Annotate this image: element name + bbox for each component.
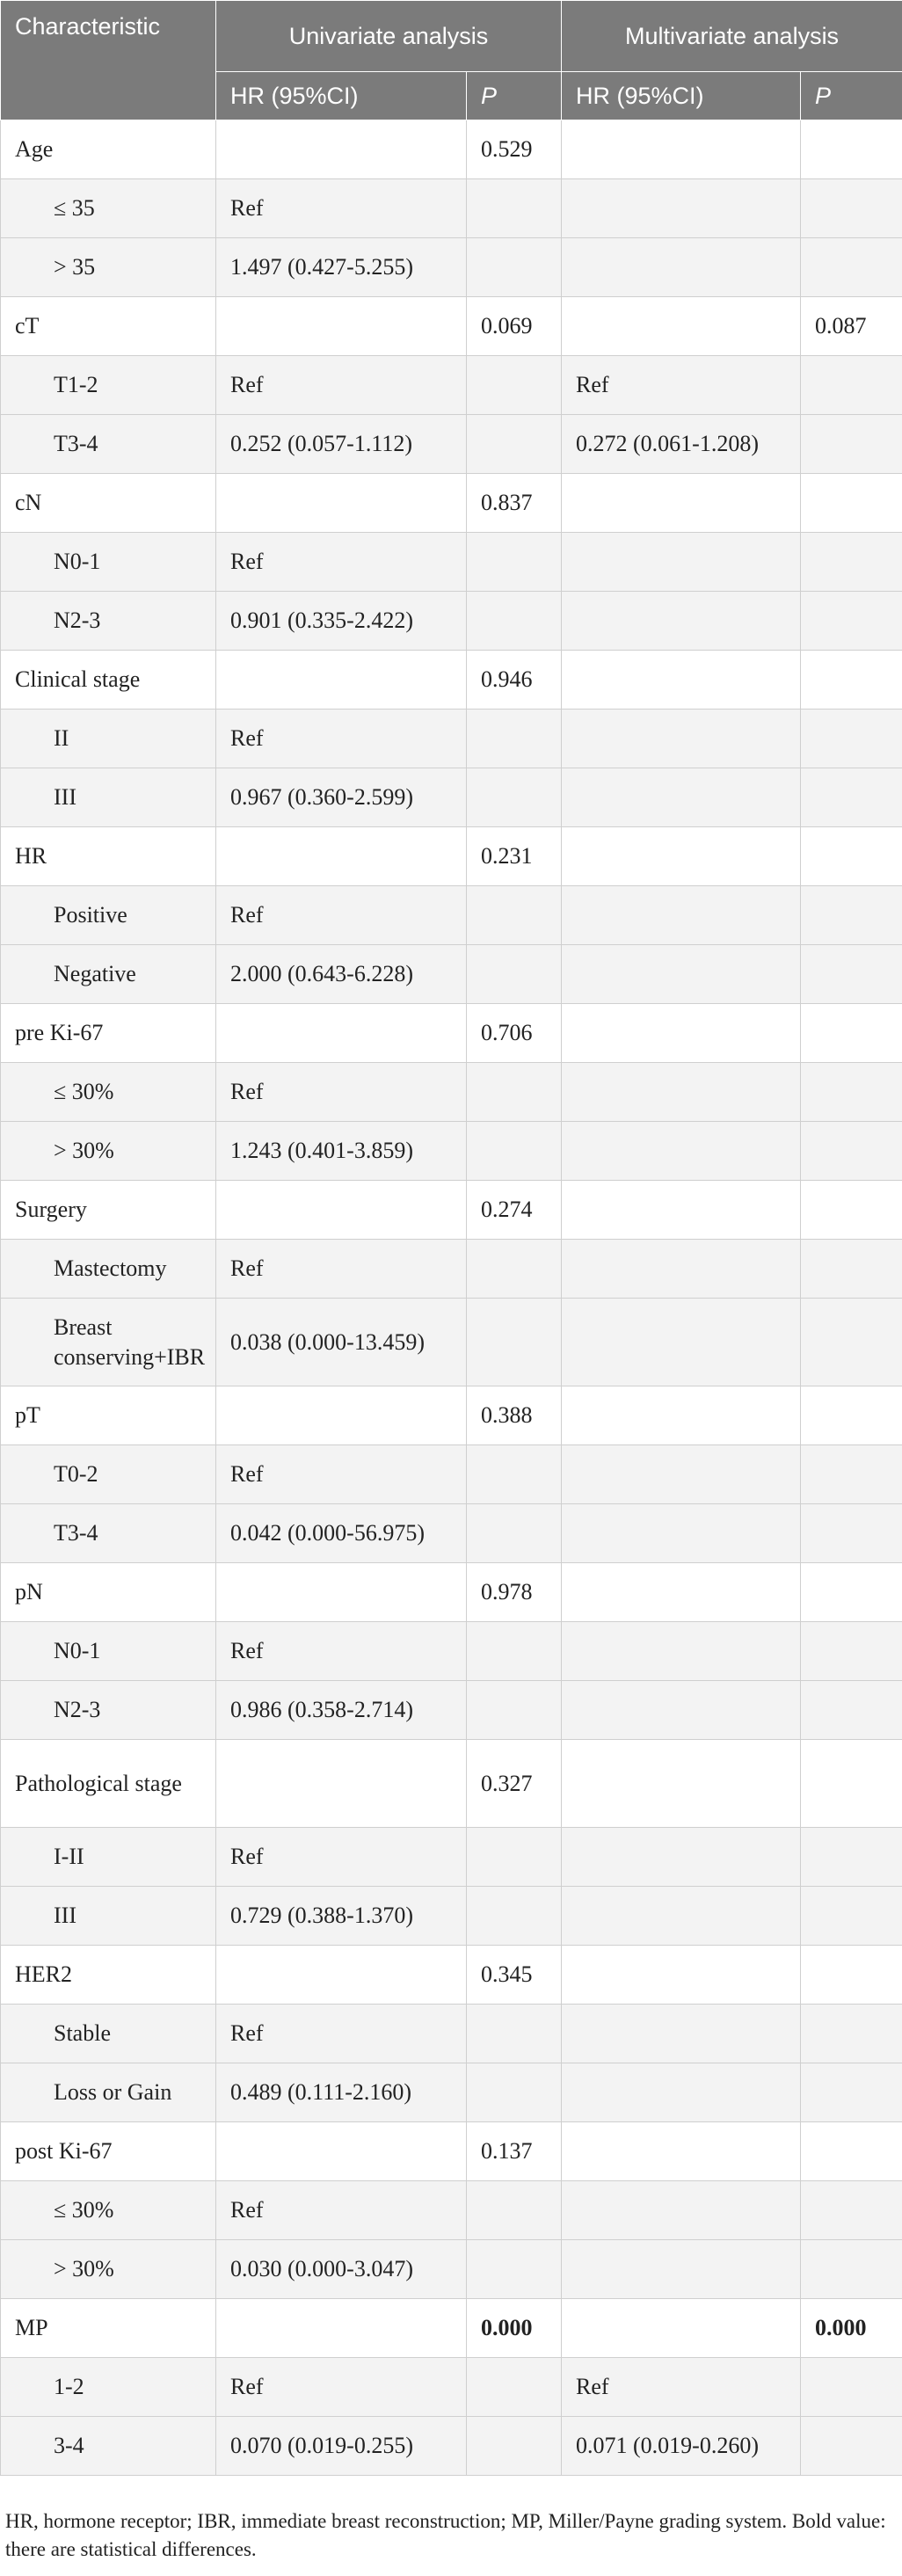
table-row-subcategory (1, 2417, 902, 2476)
cell-univariate-p (467, 1887, 562, 1946)
cell-multivariate-p: 0.087 (801, 297, 902, 356)
table-row-variable (1, 474, 902, 533)
cell-multivariate-hr (562, 238, 801, 297)
cell-multivariate-p (801, 1445, 902, 1504)
cell-characteristic: > 35 (1, 238, 216, 297)
cell-multivariate-p (801, 2122, 902, 2181)
table-row-subcategory (1, 356, 902, 415)
cell-multivariate-p (801, 1740, 902, 1828)
cell-univariate-p (467, 709, 562, 768)
cell-multivariate-hr (562, 533, 801, 592)
cell-univariate-hr: 0.030 (0.000-3.047) (216, 2240, 467, 2299)
cell-multivariate-p (801, 1828, 902, 1887)
cell-univariate-hr: 2.000 (0.643-6.228) (216, 945, 467, 1004)
table-row-subcategory (1, 1504, 902, 1563)
cell-univariate-hr (216, 297, 467, 356)
header-row-top (1, 1, 902, 72)
cell-univariate-hr: Ref (216, 179, 467, 238)
cell-multivariate-hr (562, 1563, 801, 1622)
cell-multivariate-p (801, 827, 902, 886)
cell-univariate-hr: Ref (216, 533, 467, 592)
cell-characteristic: Clinical stage (1, 651, 216, 709)
cell-multivariate-hr (562, 709, 801, 768)
cell-univariate-hr: Ref (216, 1622, 467, 1681)
cell-univariate-p (467, 533, 562, 592)
cell-multivariate-p (801, 886, 902, 945)
cell-multivariate-p (801, 1063, 902, 1122)
cell-multivariate-hr (562, 120, 801, 179)
table-row-subcategory (1, 1299, 902, 1386)
cell-characteristic: T3-4 (1, 1504, 216, 1563)
cell-univariate-hr: 0.967 (0.360-2.599) (216, 768, 467, 827)
cell-multivariate-hr (562, 886, 801, 945)
cell-characteristic: III (1, 768, 216, 827)
cell-characteristic: ≤ 30% (1, 2181, 216, 2240)
cell-univariate-p (467, 768, 562, 827)
table-row-variable (1, 1004, 902, 1063)
cell-multivariate-p (801, 709, 902, 768)
cell-univariate-p (467, 945, 562, 1004)
cell-univariate-p: 0.345 (467, 1946, 562, 2005)
cell-univariate-hr (216, 1563, 467, 1622)
cell-characteristic: Breast conserving+IBR (1, 1299, 216, 1386)
cell-multivariate-hr (562, 592, 801, 651)
cell-characteristic: N2-3 (1, 592, 216, 651)
table-row-subcategory (1, 2240, 902, 2299)
cell-multivariate-p (801, 1504, 902, 1563)
cell-univariate-hr: 0.070 (0.019-0.255) (216, 2417, 467, 2476)
cell-univariate-hr (216, 1386, 467, 1445)
table-row-subcategory (1, 945, 902, 1004)
table-row-subcategory (1, 1063, 902, 1122)
cell-multivariate-hr: 0.071 (0.019-0.260) (562, 2417, 801, 2476)
cell-characteristic: Positive (1, 886, 216, 945)
cell-univariate-hr: Ref (216, 1240, 467, 1299)
cell-univariate-p (467, 1681, 562, 1740)
cell-univariate-p (467, 2063, 562, 2122)
cell-characteristic: N0-1 (1, 533, 216, 592)
cell-multivariate-p (801, 768, 902, 827)
cell-characteristic: III (1, 1887, 216, 1946)
table-row-subcategory (1, 1828, 902, 1887)
cell-univariate-hr: Ref (216, 2005, 467, 2063)
cell-characteristic: pN (1, 1563, 216, 1622)
cell-univariate-hr: Ref (216, 356, 467, 415)
cell-univariate-p (467, 886, 562, 945)
cell-univariate-p (467, 2417, 562, 2476)
cell-multivariate-p (801, 415, 902, 474)
cell-multivariate-hr (562, 768, 801, 827)
cell-multivariate-hr (562, 1622, 801, 1681)
cell-characteristic: MP (1, 2299, 216, 2358)
cell-multivariate-hr (562, 2122, 801, 2181)
cell-multivariate-p (801, 2358, 902, 2417)
header-hr-ci-univariate: HR (95%CI) (216, 72, 467, 120)
cell-multivariate-hr (562, 1681, 801, 1740)
table-row-subcategory (1, 415, 902, 474)
cell-multivariate-p (801, 592, 902, 651)
table-row-subcategory (1, 709, 902, 768)
cell-characteristic: > 30% (1, 1122, 216, 1181)
cell-multivariate-hr (562, 2299, 801, 2358)
cell-characteristic: ≤ 30% (1, 1063, 216, 1122)
cell-multivariate-hr (562, 1004, 801, 1063)
table-row-subcategory (1, 533, 902, 592)
cell-univariate-hr (216, 120, 467, 179)
table-row-subcategory (1, 2005, 902, 2063)
cell-multivariate-p: 0.000 (801, 2299, 902, 2358)
cell-univariate-hr: Ref (216, 1828, 467, 1887)
table-row-variable (1, 1181, 902, 1240)
cell-univariate-p (467, 2005, 562, 2063)
header-univariate: Univariate analysis (216, 1, 562, 72)
cell-univariate-p (467, 1063, 562, 1122)
table-row-subcategory (1, 1445, 902, 1504)
cell-univariate-p (467, 238, 562, 297)
cell-multivariate-p (801, 2181, 902, 2240)
cell-characteristic: cT (1, 297, 216, 356)
table-row-subcategory (1, 886, 902, 945)
cell-univariate-hr: Ref (216, 2181, 467, 2240)
cell-multivariate-hr (562, 945, 801, 1004)
cell-characteristic: pT (1, 1386, 216, 1445)
cell-multivariate-p (801, 533, 902, 592)
cell-multivariate-p (801, 356, 902, 415)
cell-multivariate-p (801, 1681, 902, 1740)
cell-univariate-p (467, 1622, 562, 1681)
cell-characteristic: T3-4 (1, 415, 216, 474)
cell-characteristic: HR (1, 827, 216, 886)
cell-univariate-hr (216, 474, 467, 533)
cell-univariate-hr (216, 1004, 467, 1063)
cell-characteristic: pre Ki-67 (1, 1004, 216, 1063)
cell-multivariate-p (801, 1946, 902, 2005)
cell-multivariate-hr (562, 297, 801, 356)
cell-univariate-hr (216, 1740, 467, 1828)
cell-multivariate-p (801, 1887, 902, 1946)
cell-multivariate-hr (562, 651, 801, 709)
cell-characteristic: Loss or Gain (1, 2063, 216, 2122)
table-row-variable (1, 651, 902, 709)
cell-univariate-p (467, 1299, 562, 1386)
cell-univariate-p (467, 1504, 562, 1563)
cell-multivariate-p (801, 120, 902, 179)
cell-multivariate-hr: Ref (562, 356, 801, 415)
cell-characteristic: T0-2 (1, 1445, 216, 1504)
table-row-variable (1, 2122, 902, 2181)
cell-univariate-p (467, 2181, 562, 2240)
header-multivariate: Multivariate analysis (562, 1, 902, 72)
cell-multivariate-hr (562, 2063, 801, 2122)
cell-univariate-hr (216, 1946, 467, 2005)
table-row-subcategory (1, 2181, 902, 2240)
table-row-subcategory (1, 592, 902, 651)
cell-univariate-p: 0.274 (467, 1181, 562, 1240)
table-row-subcategory (1, 2063, 902, 2122)
table-row-subcategory (1, 1240, 902, 1299)
cell-characteristic: Pathological stage (1, 1740, 216, 1828)
cell-multivariate-p (801, 1299, 902, 1386)
cell-multivariate-p (801, 238, 902, 297)
cell-multivariate-hr (562, 2181, 801, 2240)
cell-multivariate-p (801, 2417, 902, 2476)
cell-univariate-hr (216, 827, 467, 886)
cell-univariate-p (467, 1122, 562, 1181)
cell-univariate-hr: 1.497 (0.427-5.255) (216, 238, 467, 297)
cell-univariate-hr (216, 1181, 467, 1240)
cell-univariate-hr: Ref (216, 709, 467, 768)
cell-univariate-hr (216, 651, 467, 709)
cell-multivariate-hr (562, 1504, 801, 1563)
cell-multivariate-p (801, 1563, 902, 1622)
cell-univariate-p: 0.978 (467, 1563, 562, 1622)
cell-multivariate-p (801, 474, 902, 533)
table-row-variable (1, 2299, 902, 2358)
cell-characteristic: II (1, 709, 216, 768)
cell-multivariate-hr (562, 1063, 801, 1122)
cell-multivariate-hr (562, 179, 801, 238)
cell-multivariate-hr (562, 1946, 801, 2005)
table-header (1, 1, 902, 120)
cell-univariate-hr: 0.252 (0.057-1.112) (216, 415, 467, 474)
cell-univariate-hr: Ref (216, 2358, 467, 2417)
cell-multivariate-hr (562, 2240, 801, 2299)
cell-univariate-hr: 0.042 (0.000-56.975) (216, 1504, 467, 1563)
cell-univariate-hr: Ref (216, 886, 467, 945)
cell-multivariate-hr (562, 1386, 801, 1445)
cell-multivariate-hr (562, 1181, 801, 1240)
cell-multivariate-p (801, 1181, 902, 1240)
cell-characteristic: Surgery (1, 1181, 216, 1240)
cell-univariate-hr: 0.986 (0.358-2.714) (216, 1681, 467, 1740)
cell-characteristic: N2-3 (1, 1681, 216, 1740)
cell-multivariate-hr (562, 1828, 801, 1887)
table-row-subcategory (1, 1122, 902, 1181)
cell-multivariate-p (801, 1386, 902, 1445)
cell-multivariate-hr (562, 827, 801, 886)
cell-univariate-p (467, 592, 562, 651)
cell-multivariate-hr (562, 474, 801, 533)
cell-multivariate-hr (562, 1445, 801, 1504)
cell-multivariate-p (801, 651, 902, 709)
table-row-subcategory (1, 768, 902, 827)
cell-characteristic: > 30% (1, 2240, 216, 2299)
header-p-multivariate: P (801, 72, 902, 120)
cell-multivariate-hr: 0.272 (0.061-1.208) (562, 415, 801, 474)
cell-univariate-p: 0.837 (467, 474, 562, 533)
cell-univariate-p (467, 415, 562, 474)
cell-univariate-hr (216, 2122, 467, 2181)
cell-univariate-p: 0.000 (467, 2299, 562, 2358)
table-body (1, 120, 902, 2476)
cell-univariate-hr: 0.729 (0.388-1.370) (216, 1887, 467, 1946)
cell-univariate-p: 0.706 (467, 1004, 562, 1063)
table-row-subcategory (1, 1887, 902, 1946)
cell-characteristic: Mastectomy (1, 1240, 216, 1299)
cell-univariate-p (467, 1828, 562, 1887)
cell-characteristic: Age (1, 120, 216, 179)
cell-characteristic: post Ki-67 (1, 2122, 216, 2181)
cell-univariate-p (467, 2358, 562, 2417)
table-row-variable (1, 297, 902, 356)
cell-characteristic: T1-2 (1, 356, 216, 415)
cell-characteristic: I-II (1, 1828, 216, 1887)
cell-characteristic: Negative (1, 945, 216, 1004)
cell-characteristic: Stable (1, 2005, 216, 2063)
cell-characteristic: 3-4 (1, 2417, 216, 2476)
cell-characteristic: ≤ 35 (1, 179, 216, 238)
header-hr-ci-multivariate: HR (95%CI) (562, 72, 801, 120)
table-row-subcategory (1, 179, 902, 238)
cell-characteristic: cN (1, 474, 216, 533)
header-p-univariate: P (467, 72, 562, 120)
cell-characteristic: HER2 (1, 1946, 216, 2005)
cell-multivariate-hr (562, 1740, 801, 1828)
cell-univariate-hr (216, 2299, 467, 2358)
cell-univariate-hr: 1.243 (0.401-3.859) (216, 1122, 467, 1181)
cell-multivariate-hr (562, 2005, 801, 2063)
cell-univariate-hr: 0.901 (0.335-2.422) (216, 592, 467, 651)
cell-multivariate-hr (562, 1122, 801, 1181)
table-row-subcategory (1, 2358, 902, 2417)
cell-univariate-p (467, 1240, 562, 1299)
cell-univariate-hr: 0.038 (0.000-13.459) (216, 1299, 467, 1386)
cell-multivariate-hr (562, 1240, 801, 1299)
cell-multivariate-p (801, 2005, 902, 2063)
table-row-variable (1, 120, 902, 179)
cell-multivariate-p (801, 1122, 902, 1181)
cell-univariate-hr: Ref (216, 1445, 467, 1504)
cell-multivariate-hr: Ref (562, 2358, 801, 2417)
cell-univariate-p: 0.946 (467, 651, 562, 709)
header-characteristic: Characteristic (1, 1, 216, 120)
cell-multivariate-p (801, 179, 902, 238)
cell-univariate-p (467, 2240, 562, 2299)
cell-multivariate-hr (562, 1299, 801, 1386)
cell-multivariate-p (801, 2240, 902, 2299)
cell-multivariate-hr (562, 1887, 801, 1946)
cell-univariate-p: 0.137 (467, 2122, 562, 2181)
cell-multivariate-p (801, 1240, 902, 1299)
cell-univariate-p: 0.069 (467, 297, 562, 356)
cell-multivariate-p (801, 1004, 902, 1063)
table-row-subcategory (1, 1681, 902, 1740)
table-row-subcategory (1, 1622, 902, 1681)
table-row-subcategory (1, 238, 902, 297)
table-row-variable (1, 1386, 902, 1445)
cell-univariate-p: 0.529 (467, 120, 562, 179)
table-row-variable (1, 1563, 902, 1622)
cell-univariate-p: 0.231 (467, 827, 562, 886)
cell-univariate-hr: Ref (216, 1063, 467, 1122)
cell-univariate-hr: 0.489 (0.111-2.160) (216, 2063, 467, 2122)
table-row-variable (1, 827, 902, 886)
table-footnote: HR, hormone receptor; IBR, immediate breast reconstruction; MP, Miller/Payne grading system. Bold value: there are statistical differences. (5, 2510, 886, 2560)
cell-characteristic: 1-2 (1, 2358, 216, 2417)
table-row-variable (1, 1946, 902, 2005)
cell-univariate-p (467, 179, 562, 238)
cell-characteristic: N0-1 (1, 1622, 216, 1681)
cell-multivariate-p (801, 2063, 902, 2122)
cell-univariate-p: 0.327 (467, 1740, 562, 1828)
cell-univariate-p (467, 356, 562, 415)
cell-univariate-p: 0.388 (467, 1386, 562, 1445)
table-row-variable (1, 1740, 902, 1828)
cell-univariate-p (467, 1445, 562, 1504)
cell-multivariate-p (801, 1622, 902, 1681)
cell-multivariate-p (801, 945, 902, 1004)
